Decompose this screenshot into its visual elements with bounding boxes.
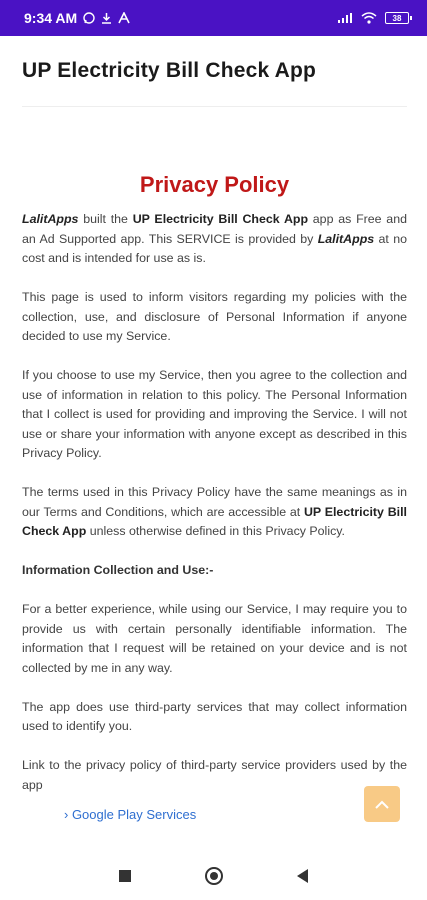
app-name-2: UP Electricity Bill Check App [22,504,407,538]
status-bar-left [24,10,130,26]
recents-icon[interactable] [119,870,131,882]
wifi-icon [361,12,377,24]
developer-name: LalitApps [22,212,79,226]
app-name: UP Electricity Bill Check App [132,212,309,226]
status-time: 9:34 AM [24,10,78,26]
app-icon [118,12,130,24]
p4-text-a: The terms used in this Privacy Policy have the same meanings as in our Terms and Conditions, which are accessible at [22,485,407,519]
policy-paragraph-7: Link to the privacy policy of third-party service providers used by the app [22,758,407,792]
back-icon[interactable] [297,869,308,883]
policy-paragraph-1 [22,210,407,269]
policy-paragraph-2: This page is used to inform visitors regarding my policies with the collection, use, and disclosure of Personal Information if anyone decided to use my Service. [22,290,407,343]
chevron-up-icon [375,800,389,809]
download-icon [101,12,112,24]
home-icon[interactable] [205,867,223,885]
app-bar-divider [22,106,407,107]
status-bar [0,0,427,36]
policy-paragraph-4 [22,483,407,542]
app-bar [0,36,427,106]
battery-level: 38 [392,13,402,23]
system-nav-bar [0,852,427,900]
policy-paragraph-6: The app does use third-party services that may collect information used to identify you. [22,699,407,733]
policy-paragraph-5: For a better experience, while using our Service, I may require you to provide us with certain personally identifiable information. The information that I request will be retained on your device and is not collected by me in any way. [22,602,407,675]
p1-text-d: app as Free and an Ad Supported app. This SERVICE is provided by [22,212,407,246]
p1-text-f: at no cost and is intended for use as is. [22,231,407,265]
whatsapp-icon [83,12,95,24]
p1-text-b: built the [78,212,133,226]
policy-content [22,170,407,825]
scroll-top-button[interactable] [364,786,400,822]
battery-icon [385,12,409,24]
policy-paragraph-3: If you choose to use my Service, then you agree to the collection and use of information in relation to this policy. The Personal Information that I collect is used for providing and improving the Service. I will not use or share your information with anyone except as described in this Privacy Policy. [22,368,407,460]
p4-text-c: unless otherwise defined in this Privacy Policy. [86,524,345,538]
signal-icon [337,12,353,24]
developer-name-2: LalitApps [317,231,375,246]
app-title: UP Electricity Bill Check App [22,59,317,82]
section-heading-info-collection: Information Collection and Use:- [22,563,214,577]
link-google-play-services[interactable]: › Google Play Services [64,807,197,822]
status-bar-right [337,12,409,24]
policy-title: Privacy Policy [139,172,290,197]
